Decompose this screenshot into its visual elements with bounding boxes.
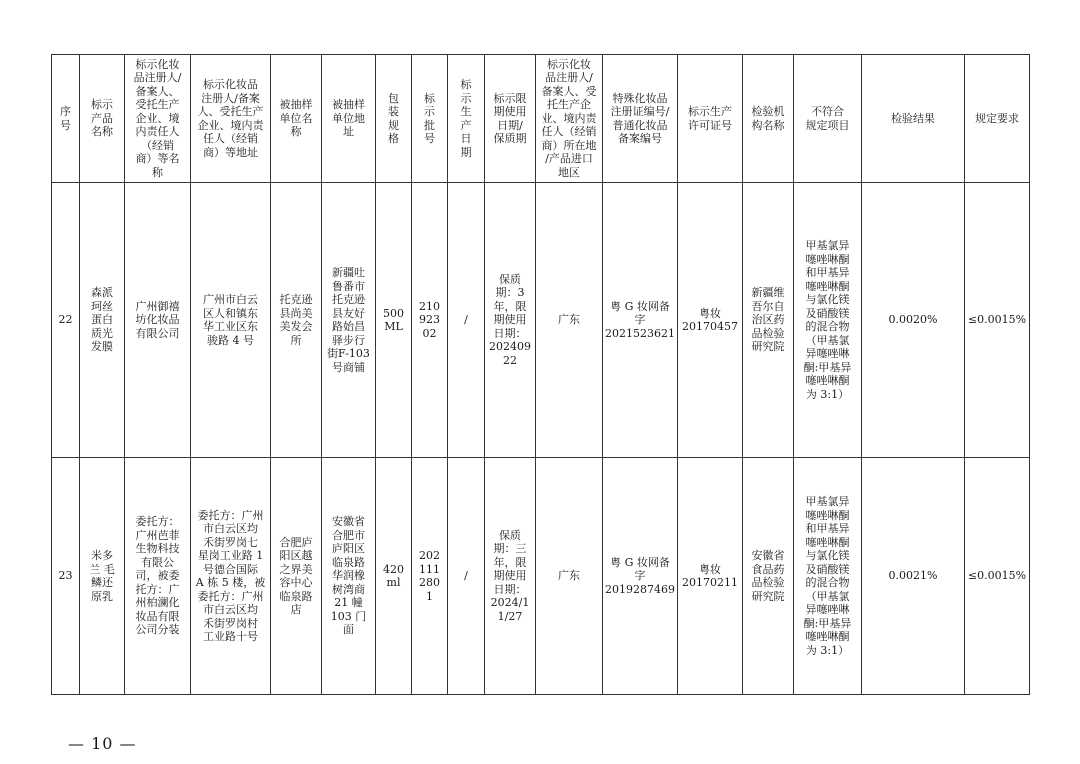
cell-package-spec: 500 ML [376,183,412,458]
cell-sampled-unit-address: 新疆吐 鲁番市 托克逊 县友好 路始昌 驿步行 街F-103 号商铺 [322,183,376,458]
table-header-row [52,55,1030,183]
header-cell-registrant-name: 标示化妆 品注册人/ 备案人、 受托生产 企业、境 内责任人 （经销 商）等名 称 [125,55,191,183]
header-cell-serial: 序 号 [52,55,80,183]
header-cell-region: 标示化妆 品注册人/ 备案人、受 托生产企 业、境内责 任人（经销 商）所在地 /产品进口 地区 [536,55,603,183]
header-cell-production-license: 标示生产 许可证号 [678,55,743,183]
page-number: — 10 — [68,734,137,753]
header-cell-sampled-unit-name: 被抽样 单位名 称 [271,55,322,183]
cell-registration-number: 粤 G 妆网备 字 2021523621 [603,183,678,458]
cell-testing-institution: 安徽省 食品药 品检验 研究院 [743,458,794,695]
header-cell-requirement: 规定要求 [965,55,1030,183]
cell-production-license: 粤妆 20170457 [678,183,743,458]
cell-registrant-address: 委托方：广州 市白云区均 禾街罗岗七 星岗工业路 1 号德合国际 A 栋 5 楼，被 委托方：广州 市白云区均 禾街罗岗村 工业路十号 [191,458,271,695]
cell-requirement: ≤0.0015% [965,183,1030,458]
cell-production-date: / [448,458,485,695]
cell-registrant-name: 委托方： 广州芭菲 生物科技 有限公 司，被委 托方：广 州柏澜化 妆品有限 公司分装 [125,458,191,695]
cell-production-date: / [448,183,485,458]
cell-region: 广东 [536,183,603,458]
cell-sampled-unit-name: 托克逊 县尚美 美发会 所 [271,183,322,458]
cell-sampled-unit-address: 安徽省 合肥市 庐阳区 临泉路 华润橡 树湾商 21 幢 103 门 面 [322,458,376,695]
cell-sampled-unit-name: 合肥庐 阳区越 之界美 容中心 临泉路 店 [271,458,322,695]
header-cell-package-spec: 包 装 规 格 [376,55,412,183]
cell-expiry: 保质 期：三 年，限 期使用 日期： 2024/1 1/27 [485,458,536,695]
header-cell-expiry: 标示限 期使用 日期/ 保质期 [485,55,536,183]
cell-serial: 22 [52,183,80,458]
header-cell-testing-institution: 检验机 构名称 [743,55,794,183]
cell-registrant-name: 广州御禧 坊化妆品 有限公司 [125,183,191,458]
cell-registration-number: 粤 G 妆网备 字 2019287469 [603,458,678,695]
header-cell-registrant-address: 标示化妆品 注册人/备案 人、受托生产 企业、境内责 任人（经销 商）等地址 [191,55,271,183]
table-row [52,183,1030,458]
cell-test-result: 0.0021% [862,458,965,695]
header-cell-sampled-unit-address: 被抽样 单位地 址 [322,55,376,183]
header-cell-test-result: 检验结果 [862,55,965,183]
inspection-results-table [51,54,1030,695]
cell-expiry: 保质 期：3 年，限 期使用 日期： 202409 22 [485,183,536,458]
cell-product-name: 森派 珂丝 蛋白 质光 发膜 [80,183,125,458]
header-cell-batch-number: 标 示 批 号 [412,55,448,183]
cell-batch-number: 202 111 280 1 [412,458,448,695]
header-cell-production-date: 标 示 生 产 日 期 [448,55,485,183]
cell-test-result: 0.0020% [862,183,965,458]
header-cell-nonconforming-item: 不符合 规定项目 [794,55,862,183]
cell-registrant-address: 广州市白云 区人和镇东 华工业区东 骏路 4 号 [191,183,271,458]
cell-requirement: ≤0.0015% [965,458,1030,695]
cell-nonconforming-item: 甲基氯异 噻唑啉酮 和甲基异 噻唑啉酮 与氯化镁 及硝酸镁 的混合物 （甲基氯 异噻唑啉 酮:甲基异 噻唑啉酮 为 3:1） [794,183,862,458]
cell-nonconforming-item: 甲基氯异 噻唑啉酮 和甲基异 噻唑啉酮 与氯化镁 及硝酸镁 的混合物 （甲基氯 异噻唑啉 酮:甲基异 噻唑啉酮 为 3:1） [794,458,862,695]
cell-testing-institution: 新疆维 吾尔自 治区药 品检验 研究院 [743,183,794,458]
cell-product-name: 米多 兰 毛 鳞还 原乳 [80,458,125,695]
table-row [52,458,1030,695]
cell-production-license: 粤妆 20170211 [678,458,743,695]
cell-serial: 23 [52,458,80,695]
cell-package-spec: 420 ml [376,458,412,695]
cell-batch-number: 210 923 02 [412,183,448,458]
cell-region: 广东 [536,458,603,695]
header-cell-registration-number: 特殊化妆品 注册证编号/ 普通化妆品 备案编号 [603,55,678,183]
header-cell-product-name: 标示 产品 名称 [80,55,125,183]
